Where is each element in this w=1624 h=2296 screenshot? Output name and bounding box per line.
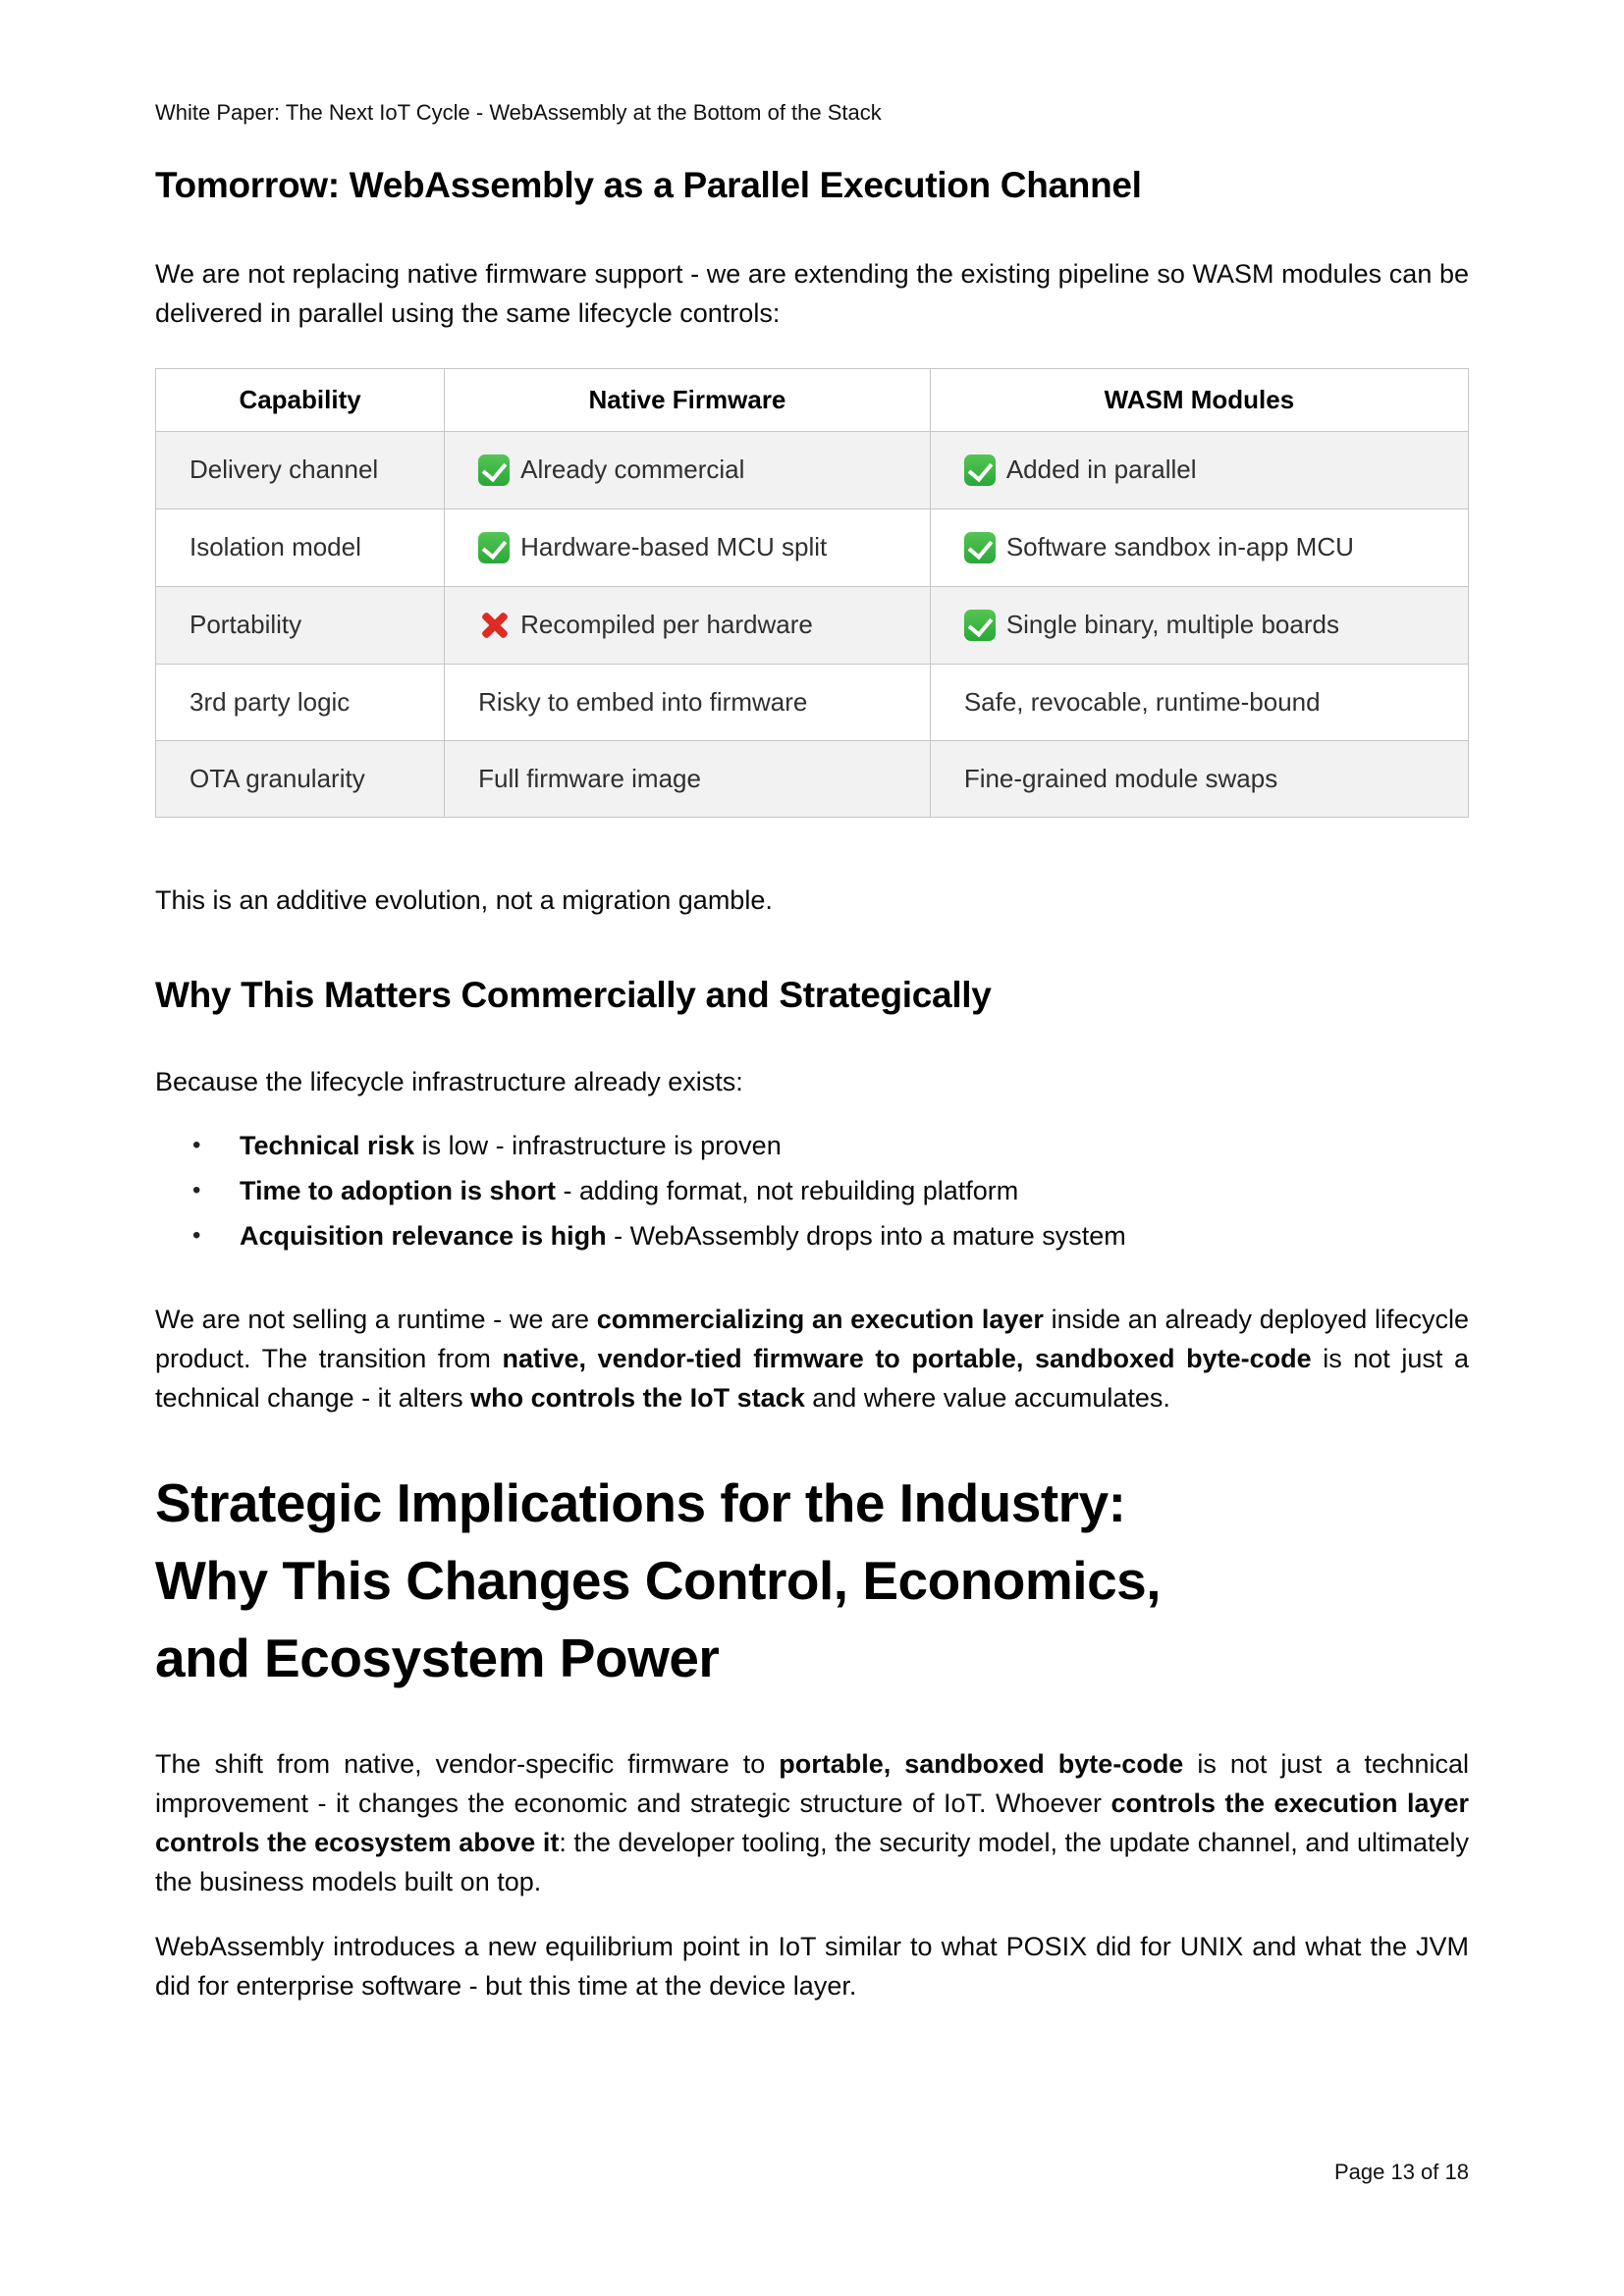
capability-table (155, 368, 1469, 818)
cell-text: Software sandbox in-app MCU (1005, 532, 1354, 562)
col-header-capability: Capability (156, 368, 445, 431)
cell-text: Added in parallel (1005, 454, 1197, 485)
table-cell (445, 586, 931, 664)
cell-text: Risky to embed into firmware (478, 686, 808, 717)
text: - WebAssembly drops into a mature system (606, 1220, 1126, 1251)
bullet-item (155, 1213, 1469, 1258)
table-cell (930, 740, 1468, 817)
table-row (156, 740, 1469, 817)
capability-cell: Isolation model (156, 508, 445, 586)
bold-text: native, vendor-tied firmware to portable, sandboxed byte-code (502, 1343, 1312, 1373)
capability-cell: Portability (156, 586, 445, 664)
bold-text: portable, sandboxed byte-code (779, 1748, 1184, 1779)
cell-text: Safe, revocable, runtime-bound (963, 686, 1321, 717)
table-cell (930, 431, 1468, 508)
col-header-wasm-modules: WASM Modules (930, 368, 1468, 431)
capability-cell: Delivery channel (156, 431, 445, 508)
table-cell (445, 740, 931, 817)
table-row (156, 508, 1469, 586)
chapter-title-line: Strategic Implications for the Industry: (155, 1471, 1126, 1533)
text: and where value accumulates. (804, 1382, 1170, 1413)
text: : the developer tooling, the security model, the update channel, and ultimately the business models built on top. (155, 1827, 1469, 1896)
equilibrium-paragraph: WebAssembly introduces a new equilibrium point in IoT similar to what POSIX did for UNIX and what the JVM did for enterprise software - but this time at the device layer. (155, 1931, 1469, 2001)
table-cell (930, 508, 1468, 586)
running-header: White Paper: The Next IoT Cycle - WebAssembly at the Bottom of the Stack (155, 100, 882, 125)
cell-text: Full firmware image (478, 763, 701, 793)
text: The shift from native, vendor-specific firmware to (155, 1748, 780, 1779)
table-row (156, 664, 1469, 740)
chapter-title-line: and Ecosystem Power (155, 1627, 720, 1688)
closing-sentence: This is an additive evolution, not a migration gamble. (155, 884, 773, 915)
chapter-title (155, 1465, 1469, 1697)
bold-text: commercializing an execution layer (596, 1304, 1044, 1334)
col-header-native-firmware: Native Firmware (445, 368, 931, 431)
text: is not just a technical change - it alters (155, 1343, 1469, 1413)
text: - adding format, not rebuilding platform (556, 1175, 1019, 1205)
shift-paragraph (155, 1744, 1469, 1901)
cell-text: Fine-grained module swaps (963, 763, 1278, 793)
capability-cell: 3rd party logic (156, 664, 445, 740)
table-cell (930, 586, 1468, 664)
bold-text: controls the execution layer controls the ecosystem above it (155, 1788, 1469, 1857)
capability-cell: OTA granularity (156, 740, 445, 817)
cell-text: Recompiled per hardware (520, 610, 813, 640)
check-icon (478, 532, 510, 563)
text: We are not selling a runtime - we are (155, 1304, 597, 1334)
section-title-why-matters: Why This Matters Commercially and Strategically (155, 974, 992, 1015)
bold-text: Technical risk (240, 1130, 415, 1160)
bold-text: Acquisition relevance is high (240, 1220, 607, 1251)
cell-text: Already commercial (520, 454, 745, 485)
bullet-item (155, 1168, 1469, 1213)
page-number: Page 13 of 18 (1333, 2160, 1469, 2184)
text: is not just a technical improvement - it changes the economic and strategic structure of IoT. Whoever (155, 1748, 1470, 1818)
commercial-paragraph (155, 1300, 1469, 1417)
table-cell (445, 431, 931, 508)
check-icon (478, 454, 510, 486)
bullet-list (155, 1123, 1469, 1258)
table-row (156, 431, 1469, 508)
chapter-title-line: Why This Changes Control, Economics, (155, 1549, 1162, 1611)
section-title-tomorrow: Tomorrow: WebAssembly as a Parallel Execution Channel (155, 165, 1142, 205)
check-icon (964, 610, 996, 641)
text: is low - infrastructure is proven (414, 1130, 782, 1160)
table-cell (930, 664, 1468, 740)
bold-text: Time to adoption is short (240, 1175, 557, 1205)
cell-text: Hardware-based MCU split (520, 532, 828, 562)
text: inside an already deployed lifecycle product. The transition from (155, 1304, 1470, 1373)
table-row (156, 586, 1469, 664)
bullet-item (155, 1123, 1469, 1168)
cell-text: Single binary, multiple boards (1005, 610, 1339, 640)
bold-text: who controls the IoT stack (470, 1382, 805, 1413)
intro-paragraph: We are not replacing native firmware support - we are extending the existing pipeline so WASM modules can be delivered in parallel using the same lifecycle controls: (155, 258, 1469, 328)
table-cell (445, 664, 931, 740)
page-content (155, 0, 1469, 2005)
table-cell (445, 508, 931, 586)
cross-icon (478, 610, 510, 641)
table-header-row (156, 368, 1469, 431)
check-icon (964, 454, 996, 486)
lead-sentence: Because the lifecycle infrastructure already exists: (155, 1066, 743, 1096)
check-icon (964, 532, 996, 563)
